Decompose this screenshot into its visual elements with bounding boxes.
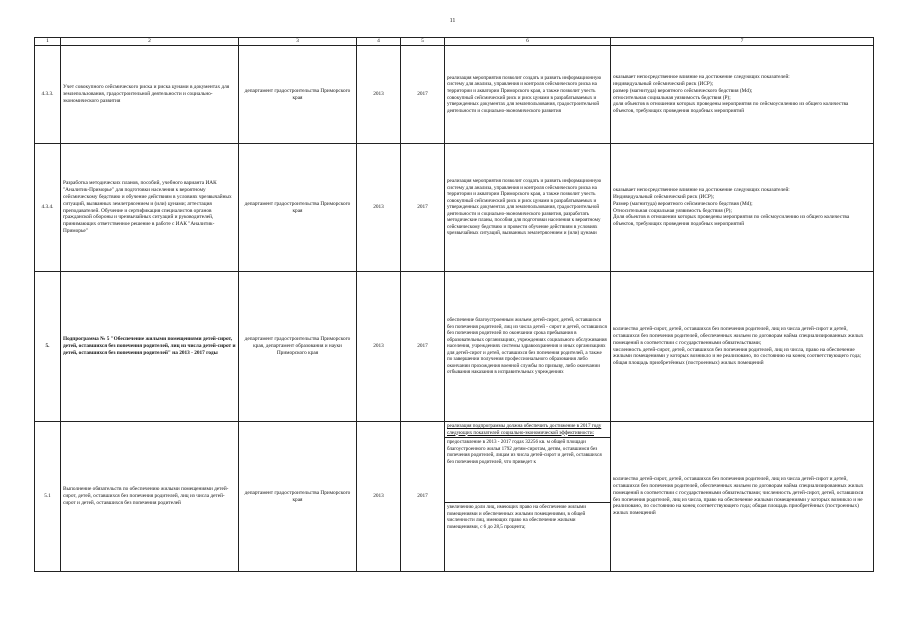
- header-cell: 2: [61, 38, 239, 46]
- start-year: 2013: [357, 46, 401, 144]
- start-year: 2013: [357, 272, 401, 422]
- measure-name: Разработка методических планов, пособий, учебного варианта ИАК "Аналитик-Приморье" для подготовки населения к вероятному сейсмическому бедствию и обучение действиям в условиях чрезвычайных ситуаций, вызванных землетрясением и (или) цунами; аттестация преподавателей. Обучение и сертификация специалистов органов гражданской обороны и чрезвычайных ситуаций и руководителей, принимающих ответственное решение в работе с ИАК "Аналитик-Приморье": [61, 144, 239, 272]
- page-number: 11: [449, 18, 456, 24]
- indicators: [611, 272, 874, 422]
- end-year: 2017: [401, 422, 445, 572]
- executor: департамент градостроительства Приморского края: [239, 144, 357, 272]
- row-number: 4.3.3.: [35, 46, 61, 144]
- indicator-line: размер (магнитуда) вероятного сейсмического бедствия (Md);: [613, 87, 753, 94]
- end-year: 2017: [401, 46, 445, 144]
- start-year: 2013: [357, 144, 401, 272]
- start-year: 2013: [357, 422, 401, 572]
- measure-name: Подпрограмма № 5 "Обеспечение жилыми помещениями детей-сирот, детей, оставшихся без попечения родителей, лиц из числа детей-сирот и детей, оставшихся без попечения родителей" на 2013 - 2017 годы: [61, 272, 239, 422]
- indicators: [611, 46, 874, 144]
- executor: департамент градостроительства Приморского края: [239, 422, 357, 572]
- indicator-line: индивидуальный сейсмический риск (ИСР);: [613, 80, 714, 87]
- table-row: [35, 422, 874, 572]
- row-number: 4.3.4.: [35, 144, 61, 272]
- indicator-line: относительная социальная уязвимость бедствия (Р);: [613, 94, 731, 101]
- table-row: [35, 46, 874, 144]
- row-number: 5.: [35, 272, 61, 422]
- indicator-line: доля объектов в отношении которых проведены мероприятия по сейсмоусилению из общего количества объектов, требующих проведения подобных мероприятий: [613, 101, 849, 115]
- table-row: [35, 144, 874, 272]
- measure-name: Выполнение обязательств по обеспечению жилыми помещениями детей-сирот, детей, оставшихся без попечения родителей, лиц из числа детей-сирот и детей, оставшихся без попечения родителей: [61, 422, 239, 572]
- indicator-line: численность детей-сирот, детей, оставшихся без попечения родителей, лиц из числа, право на обеспечение жилыми помещениями у которых возникло и не реализовано, по состоянию на конец соответствующего года;: [613, 346, 862, 360]
- indicator-line: Индивидуальный сейсмический риск (ИСР);: [613, 193, 715, 200]
- result-intro: реализация подпрограммы должна обеспечить достижение в 2017 году следующих показателей социально-экономической эффективности:: [445, 422, 610, 438]
- indicator-line: количество детей-сирот, детей, оставшихся без попечения родителей, лиц из числа детей-сирот и детей, оставшихся без попечения родителей, обеспеченных жильем по договорам найма специализированных жилых помещений в соответствии с государственными обязательствами;: [613, 326, 864, 346]
- header-cell: 6: [445, 38, 611, 46]
- indicator-line: Размер (магнитуда) вероятного сейсмического бедствия (Md);: [613, 200, 753, 207]
- indicator-line: оказывает непосредственное влияние на достижение следующих показателей:: [613, 187, 790, 194]
- expected-result: реализация мероприятия позволит создать и развить информационную систему для анализа, управления и контроля сейсмического риска на территории и акватории Приморского края, а также позволит учесть совокупный сейсмический риск и риск цунами в разрабатываемых и утвержденных документах для землепользования, градостроительной деятельности и социально-экономического развития: [445, 46, 611, 144]
- indicator-line: общая площадь приобретённых (построенных) жилых помещений: [613, 360, 764, 367]
- indicators: количество детей-сирот, детей, оставшихся без попечения родителей, лиц из числа детей-сирот и детей, оставшихся без попечения родителей, обеспеченных жильем по договорам найма специализированных жилых помещений в соответствии с государственными обязательствами; численность детей-сирот, детей, оставшихся без попечения родителей, лиц из числа, право на обеспечение жилыми помещениями у которых возникло и не реализовано, по состоянию на конец соответствующего года; общая площадь приобретённых (построенных) жилых помещений: [611, 422, 874, 572]
- indicator-line: Доля объектов в отношении которых проведены мероприятия по сейсмоусилению из общего количества объектов, требующих проведения подобных мероприятий: [613, 214, 850, 228]
- header-cell: 1: [35, 38, 61, 46]
- measure-name: Учет совокупного сейсмического риска и риска цунами в документах для землепользования, градостроительной деятельности и социально-экономического развития: [61, 46, 239, 144]
- header-cell: 5: [401, 38, 445, 46]
- indicator-line: Относительная социальная уязвимость бедствия (Р);: [613, 207, 732, 214]
- program-table: [34, 37, 874, 572]
- indicator-line: оказывает непосредственное влияние на достижение следующих показателей:: [613, 74, 790, 81]
- table-header-row: [35, 38, 874, 46]
- result-part-a: предоставление в 2013 - 2017 годах 32256 кв. м общей площади благоустроенного жилья 1792 детям-сиротам, детям, оставшимся без попечения родителей, лицам из числа детей-сирот и детей, оставшихся без попечения родителей, что приведет к: [445, 438, 610, 503]
- result-part-b: увеличению доли лиц, имеющих право на обеспечение жилыми помещениями и обеспеченных жилыми помещениями, в общей численности лиц, имеющих право на обеспечение жилыми помещениями, с 6 до 28,5 процента;: [447, 504, 586, 530]
- header-cell: 4: [357, 38, 401, 46]
- end-year: 2017: [401, 144, 445, 272]
- expected-result: [445, 422, 611, 572]
- executor: департамент градостроительства Приморского края: [239, 46, 357, 144]
- header-cell: 3: [239, 38, 357, 46]
- end-year: 2017: [401, 272, 445, 422]
- indicators: [611, 144, 874, 272]
- executor: департамент градостроительства Приморского края, департамент образования и науки Приморского края: [239, 272, 357, 422]
- table-row: [35, 272, 874, 422]
- expected-result: реализация мероприятия позволит создать и развить информационную систему для анализа, управления и контроля сейсмического риска на территории и акватории Приморского края, а также позволит учесть совокупный сейсмический риск и риск цунами в разрабатываемых и утвержденных документах для землепользования, градостроительной деятельности и социально-экономического развития, разработать методические планы, пособия для подготовки населения к вероятному сейсмическому бедствию и провести обучение действиям в условиях чрезвычайных ситуаций, вызванных землетрясением и (или) цунами: [445, 144, 611, 272]
- header-cell: 7: [611, 38, 874, 46]
- row-number: 5.1: [35, 422, 61, 572]
- expected-result: обеспечение благоустроенным жильем детей-сирот, детей, оставшихся без попечения родителей, лиц из числа детей - сирот и детей, оставшихся без попечения родителей по окончании срока пребывания в образовательных организациях, учреждениях социального обслуживания населения, учреждениях системы здравоохранения и иных организациях для детей-сирот и детей, оставшихся без попечения родителей, а также по завершении получения профессионального образования либо окончании прохождения военной службы по призыву, либо окончании отбывания наказания в исправительных учреждениях: [445, 272, 611, 422]
